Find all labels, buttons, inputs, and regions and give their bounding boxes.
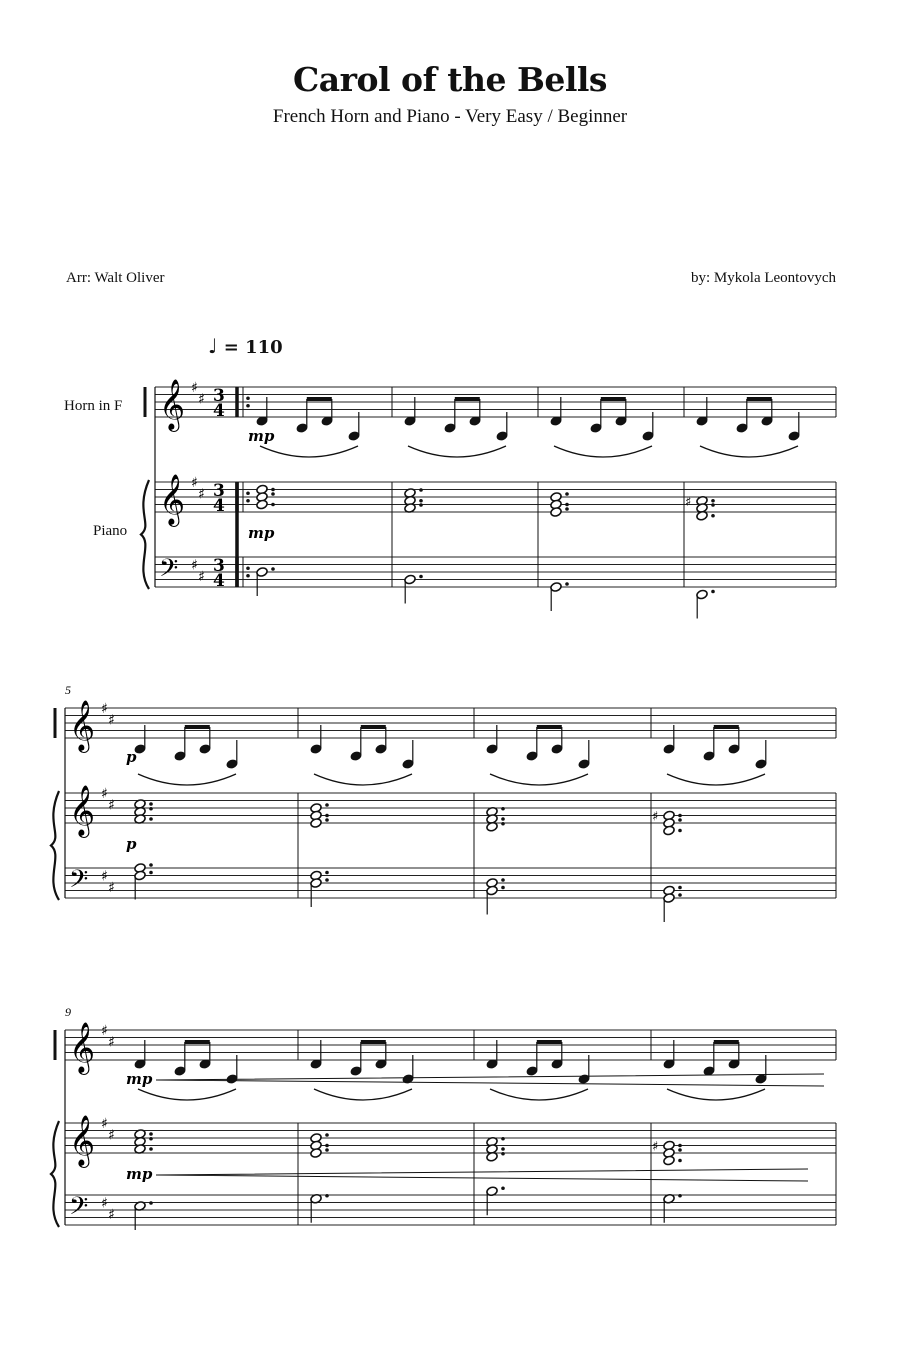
sharp-icon: ♯ [685,494,692,510]
augmentation-dot [678,1148,682,1152]
crescendo-hairpin [156,1074,824,1086]
augmentation-dot [501,886,505,890]
score-subtitle: French Horn and Piano - Very Easy / Beginner [272,106,628,127]
slur [314,1089,412,1100]
piano-brace [141,480,149,589]
quarter-note-icon: ♩ [208,334,218,358]
augmentation-dot [271,567,275,571]
sharp-icon: ♯ [652,1139,659,1155]
sharp-icon: ♯ [108,879,115,896]
augmentation-dot [501,1147,505,1151]
sharp-icon: ♯ [101,701,108,717]
treble-clef: 𝄞 [69,700,96,751]
arranger-credit: Arr: Walt Oliver [66,270,165,286]
augmentation-dot [325,1148,329,1152]
slur [260,446,358,457]
augmentation-dot [246,404,250,408]
augmentation-dot [678,893,682,897]
augmentation-dot [501,1152,505,1156]
sharp-icon: ♯ [108,1034,115,1051]
horn-dynamic: p [126,748,137,766]
piano-dynamic: mp [248,524,275,542]
augmentation-dot [246,566,250,570]
treble-clef: 𝄞 [159,379,186,430]
augmentation-dot [149,863,153,867]
piano-dynamic: p [126,835,137,853]
augmentation-dot [271,488,275,492]
slur [408,446,506,457]
sharp-icon: ♯ [101,868,108,885]
augmentation-dot [501,1137,505,1141]
slur [554,446,652,457]
augmentation-dot [246,396,250,400]
augmentation-dot [149,1201,153,1205]
measure-number: 9 [65,1005,71,1019]
piano-brace [51,791,59,900]
augmentation-dot [419,575,423,579]
bass-clef: 𝄢 [69,865,89,900]
slur [667,1089,765,1100]
slur [490,774,588,785]
sharp-icon: ♯ [198,391,205,408]
treble-clef: 𝄞 [69,1022,96,1073]
sharp-icon: ♯ [191,557,198,574]
slur [700,446,798,457]
treble-clef: 𝄞 [69,785,96,836]
augmentation-dot [678,1144,682,1148]
score-title: Carol of the Bells [292,60,608,99]
augmentation-dot [325,1194,329,1198]
augmentation-dot [678,829,682,833]
sharp-icon: ♯ [652,809,659,825]
augmentation-dot [149,1147,153,1151]
piano-label: Piano [93,523,128,539]
augmentation-dot [325,814,329,818]
crescendo-hairpin [156,1169,808,1181]
augmentation-dot [325,1144,329,1148]
augmentation-dot [149,807,153,811]
augmentation-dot [149,1132,153,1136]
horn-label: Horn in F [64,398,123,414]
augmentation-dot [711,499,715,503]
augmentation-dot [419,488,423,492]
augmentation-dot [565,503,569,507]
augmentation-dot [149,802,153,806]
time-signature-top: 3 [213,556,225,576]
sharp-icon: ♯ [191,475,198,491]
sharp-icon: ♯ [198,568,205,585]
augmentation-dot [711,514,715,518]
time-signature-bottom: 4 [213,401,225,421]
augmentation-dot [501,878,505,882]
augmentation-dot [325,803,329,807]
time-signature-bottom: 4 [213,571,225,591]
sharp-icon: ♯ [198,486,205,503]
augmentation-dot [501,817,505,821]
augmentation-dot [678,818,682,822]
piano-brace [51,1121,59,1227]
augmentation-dot [419,503,423,507]
horn-dynamic: mp [126,1070,153,1088]
slur [490,1089,588,1100]
sharp-icon: ♯ [108,1206,115,1223]
augmentation-dot [678,1159,682,1163]
augmentation-dot [325,818,329,822]
augmentation-dot [501,807,505,811]
horn-dynamic: mp [248,427,275,445]
augmentation-dot [325,871,329,875]
bass-clef: 𝄢 [69,1192,89,1227]
augmentation-dot [711,503,715,507]
bass-clef: 𝄢 [159,554,179,589]
augmentation-dot [678,886,682,890]
augmentation-dot [565,507,569,511]
sharp-icon: ♯ [101,1023,108,1039]
sharp-icon: ♯ [108,797,115,814]
augmentation-dot [678,814,682,818]
time-signature-bottom: 4 [213,496,225,516]
augmentation-dot [246,491,250,495]
augmentation-dot [271,503,275,507]
measure-number: 5 [65,683,71,697]
composer-credit: by: Mykola Leontovych [691,270,836,286]
augmentation-dot [149,871,153,875]
augmentation-dot [678,1194,682,1198]
augmentation-dot [565,582,569,586]
sharp-icon: ♯ [101,786,108,802]
augmentation-dot [711,590,715,594]
slur [667,774,765,785]
treble-clef: 𝄞 [159,474,186,525]
sharp-icon: ♯ [101,1116,108,1132]
augmentation-dot [149,817,153,821]
augmentation-dot [325,878,329,882]
augmentation-dot [271,492,275,496]
time-signature-top: 3 [213,386,225,406]
augmentation-dot [565,492,569,496]
augmentation-dot [246,499,250,503]
augmentation-dot [419,499,423,503]
treble-clef: 𝄞 [69,1115,96,1166]
slur [314,774,412,785]
slur [138,774,236,785]
sharp-icon: ♯ [101,1195,108,1212]
time-signature-top: 3 [213,481,225,501]
augmentation-dot [325,1133,329,1137]
sharp-icon: ♯ [108,712,115,729]
sharp-icon: ♯ [191,380,198,396]
augmentation-dot [246,574,250,578]
piano-dynamic: mp [126,1165,153,1183]
augmentation-dot [501,822,505,826]
augmentation-dot [501,1186,505,1190]
augmentation-dot [149,1137,153,1141]
sharp-icon: ♯ [108,1127,115,1144]
slur [138,1089,236,1100]
tempo-value: = 110 [223,337,283,358]
